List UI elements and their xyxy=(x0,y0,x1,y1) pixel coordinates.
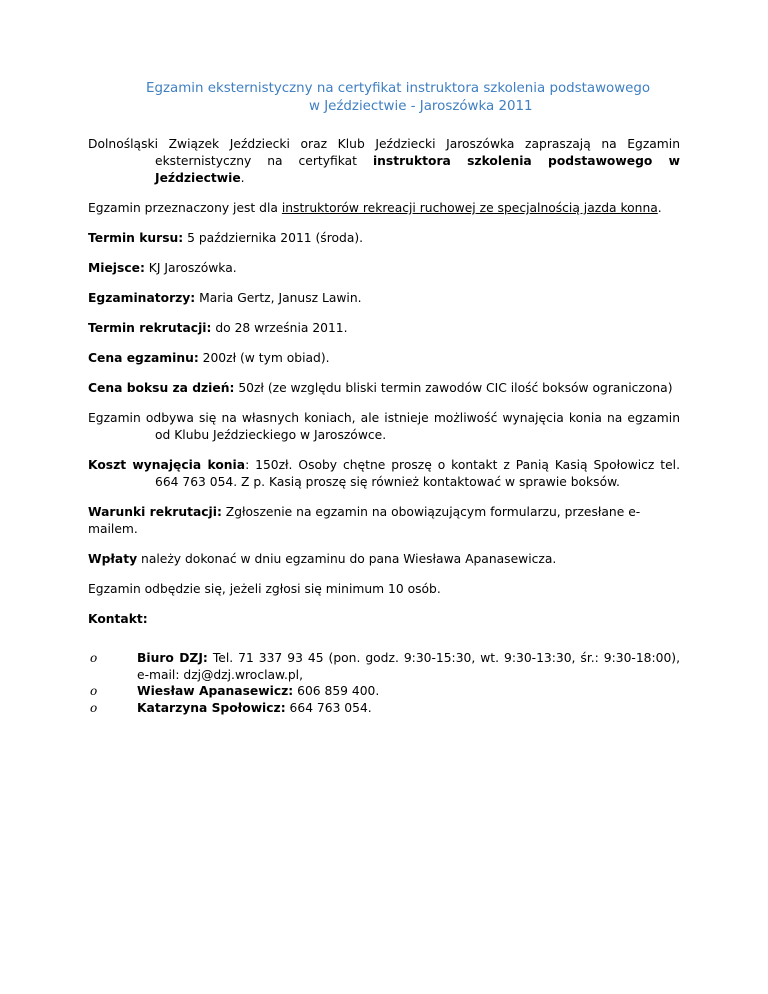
course-date-label: Termin kursu: xyxy=(88,231,184,245)
horse-rent-label: Koszt wynajęcia konia xyxy=(88,458,246,472)
contact-apanasewicz-value: 606 859 400. xyxy=(293,684,380,698)
exam-price-paragraph xyxy=(88,350,680,367)
contact-spolowicz-label: Katarzyna Społowicz: xyxy=(137,700,286,715)
course-date-paragraph xyxy=(88,230,680,247)
contact-apanasewicz-label: Wiesław Apanasewicz: xyxy=(137,684,294,698)
conditions-paragraph xyxy=(88,504,680,538)
examiners-paragraph xyxy=(88,290,680,307)
document-title xyxy=(88,80,680,116)
examiners-label: Egzaminatorzy: xyxy=(88,291,196,305)
conditions-label: Warunki rekrutacji: xyxy=(88,505,222,519)
bullet-icon: o xyxy=(90,651,98,665)
audience-end: . xyxy=(657,201,662,215)
payments-value: należy dokonać w dniu egzaminu do pana Wiesława Apanasewicza. xyxy=(137,552,557,566)
examiners-value: Maria Gertz, Janusz Lawin. xyxy=(195,291,362,305)
contact-heading-paragraph xyxy=(88,611,680,628)
intro-end: . xyxy=(240,171,245,185)
audience-paragraph xyxy=(88,200,680,217)
place-label: Miejsce: xyxy=(88,261,145,275)
contact-heading: Kontakt: xyxy=(88,612,148,626)
intro-text: Dolnośląski Związek Jeździecki oraz Klub Jeździecki Jaroszówka zapraszają na Egzamin eksternistyczny na certyfikat xyxy=(88,137,680,168)
title-line-1: Egzamin eksternistyczny na certyfikat instruktora szkolenia podstawowego xyxy=(146,81,651,96)
minimum-paragraph: Egzamin odbędzie się, jeżeli zgłosi się minimum 10 osób. xyxy=(88,582,441,596)
place-paragraph xyxy=(88,260,680,277)
exam-price-label: Cena egzaminu: xyxy=(88,351,199,365)
contact-item-spolowicz xyxy=(88,700,680,717)
intro-paragraph xyxy=(88,136,680,187)
box-price-value: 50zł (ze względu bliski termin zawodów CIC ilość boksów ograniczona) xyxy=(234,381,673,395)
contact-office-label: Biuro DZJ: xyxy=(137,651,208,665)
recruitment-date-label: Termin rekrutacji: xyxy=(88,321,212,335)
payments-paragraph xyxy=(88,551,680,568)
bullet-icon: o xyxy=(90,684,98,698)
contact-spolowicz-value: 664 763 054. xyxy=(285,700,372,715)
audience-underlined: instruktorów rekreacji ruchowej ze specjalnością jazda konna xyxy=(281,201,658,215)
course-date-value: 5 października 2011 (środa). xyxy=(183,231,364,245)
bullet-icon: o xyxy=(90,700,98,715)
recruitment-date-paragraph xyxy=(88,320,680,337)
document-page xyxy=(88,80,680,716)
place-value: KJ Jaroszówka. xyxy=(144,261,237,275)
title-line-2: w Jeździectwie - Jaroszówka 2011 xyxy=(309,99,533,114)
horses-paragraph: Egzamin odbywa się na własnych koniach, ale istnieje możliwość wynajęcia konia na egzamin od Klubu Jeździeckiego w Jaroszówce. xyxy=(88,411,680,442)
contact-item-apanasewicz xyxy=(88,683,680,700)
horse-rent-paragraph xyxy=(88,457,680,491)
exam-price-value: 200zł (w tym obiad). xyxy=(198,351,330,365)
audience-text: Egzamin przeznaczony jest dla xyxy=(88,201,282,215)
conditions-value: Zgłoszenie na egzamin na obowiązującym formularzu, przesłane e-mailem. xyxy=(88,505,641,536)
contact-item-office xyxy=(88,650,680,683)
box-price-paragraph xyxy=(88,380,680,397)
payments-label: Wpłaty xyxy=(88,552,138,566)
contact-list xyxy=(88,650,680,716)
horse-rent-value: : 150zł. Osoby chętne proszę o kontakt z Panią Kasią Społowicz tel. 664 763 054. Z p. Kasią proszę się również kontaktować w sprawie boksów. xyxy=(155,458,680,489)
box-price-label: Cena boksu za dzień: xyxy=(88,381,235,395)
contact-office-value: Tel. 71 337 93 45 (pon. godz. 9:30-15:30, wt. 9:30-13:30, śr.: 9:30-18:00), e-mail: dzj@dzj.wroclaw.pl, xyxy=(137,651,680,682)
recruitment-date-value: do 28 września 2011. xyxy=(211,321,348,335)
intro-bold-text: instruktora szkolenia podstawowego w Jeździectwie xyxy=(155,154,680,185)
